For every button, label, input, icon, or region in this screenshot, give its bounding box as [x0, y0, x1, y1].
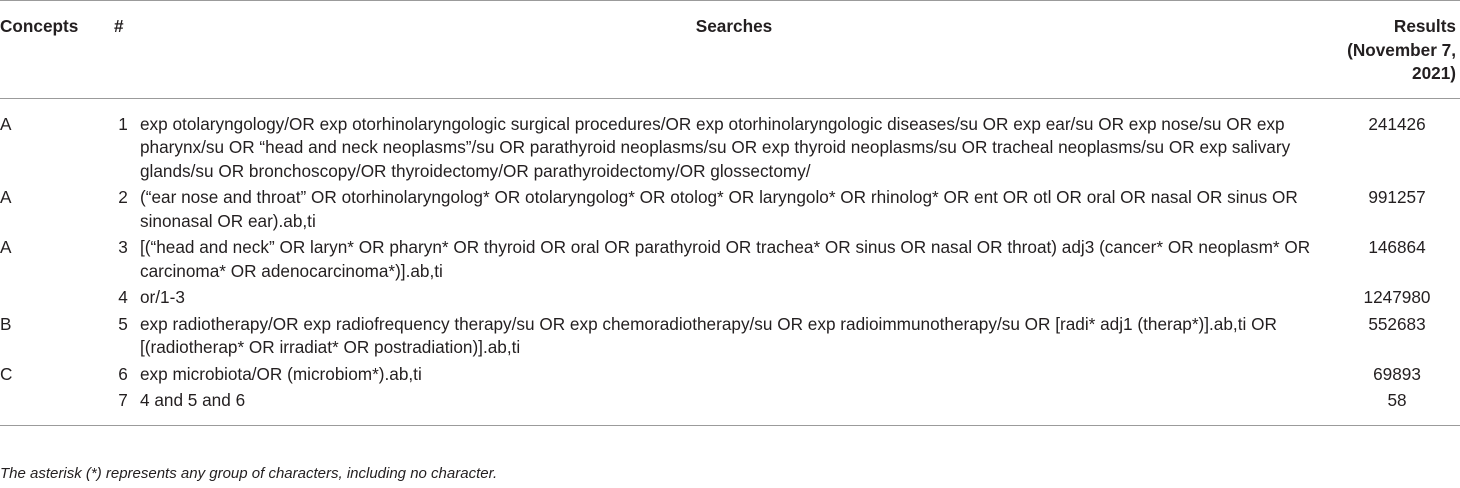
concept-cell: C	[0, 363, 13, 384]
search-cell: exp radiotherapy/OR exp radiofrequency therapy/su OR exp chemoradiotherapy/su OR exp radioimmunotherapy/su OR [radi* adj1 (therap*)].ab,ti OR [(radiotherap* OR irradiat* OR postradiation)].ab,ti	[140, 313, 1277, 357]
concept-cell: B	[0, 313, 12, 334]
search-cell: 4 and 5 and 6	[140, 390, 246, 410]
table-row	[0, 233, 1460, 283]
table-row	[0, 386, 1460, 425]
results-cell: 146864	[1368, 237, 1426, 257]
concept-cell: A	[0, 187, 12, 207]
number-cell: 1	[118, 113, 128, 134]
header-concepts: Concepts	[0, 16, 79, 36]
results-cell: 552683	[1368, 313, 1426, 334]
search-cell: exp otolaryngology/OR exp otorhinolaryngologic surgical procedures/OR exp otorhinolaryngologic diseases/su OR exp ear/su OR exp nose/su OR exp pharynx/su OR “head and neck neoplasms”/su OR parathyroid neoplasms/su OR exp thyroid neoplasms/su OR tracheal neoplasms/su OR exp salivary glands/su OR bronchoscopy/OR thyroidectomy/OR parathyroidectomy/OR glossectomy/	[140, 113, 1291, 181]
number-cell: 7	[118, 390, 128, 410]
search-cell: or/1-3	[140, 287, 185, 307]
table-row	[0, 310, 1460, 360]
number-cell: 3	[118, 237, 128, 257]
results-cell: 58	[1387, 390, 1407, 410]
table-row	[0, 98, 1460, 183]
number-cell: 2	[118, 187, 128, 207]
search-cell: exp microbiota/OR (microbiom*).ab,ti	[140, 363, 422, 384]
table-footnote: The asterisk (*) represents any group of characters, including no character.	[0, 465, 498, 482]
table-row	[0, 283, 1460, 310]
number-cell: 5	[118, 313, 128, 334]
concept-cell	[0, 283, 104, 310]
search-cell: (“ear nose and throat” OR otorhinolaryngolog* OR otolaryngolog* OR otolog* OR laryngolo* OR rhinolog* OR ent OR otl OR oral OR nasal OR sinus OR sinonasal OR ear).ab,ti	[140, 187, 1298, 231]
number-cell: 6	[118, 363, 128, 384]
table-row	[0, 183, 1460, 233]
number-cell: 4	[118, 287, 128, 307]
header-number: #	[114, 16, 124, 36]
concept-cell: A	[0, 237, 12, 257]
concept-cell	[0, 386, 104, 425]
header-searches: Searches	[695, 16, 773, 36]
results-cell: 1247980	[1363, 287, 1431, 307]
table-row	[0, 360, 1460, 387]
results-cell: 241426	[1368, 113, 1426, 134]
results-cell: 991257	[1368, 187, 1426, 207]
results-cell: 69893	[1373, 363, 1421, 384]
header-results: Results (November 7, 2021)	[1347, 16, 1456, 83]
table-header-row	[0, 1, 1460, 99]
concept-cell: A	[0, 113, 12, 134]
search-cell: [(“head and neck” OR laryn* OR pharyn* OR thyroid OR oral OR parathyroid OR trachea* OR sinus OR nasal OR throat) adj3 (cancer* OR neoplasm* OR carcinoma* OR adenocarcinoma*)].ab,ti	[140, 237, 1311, 281]
